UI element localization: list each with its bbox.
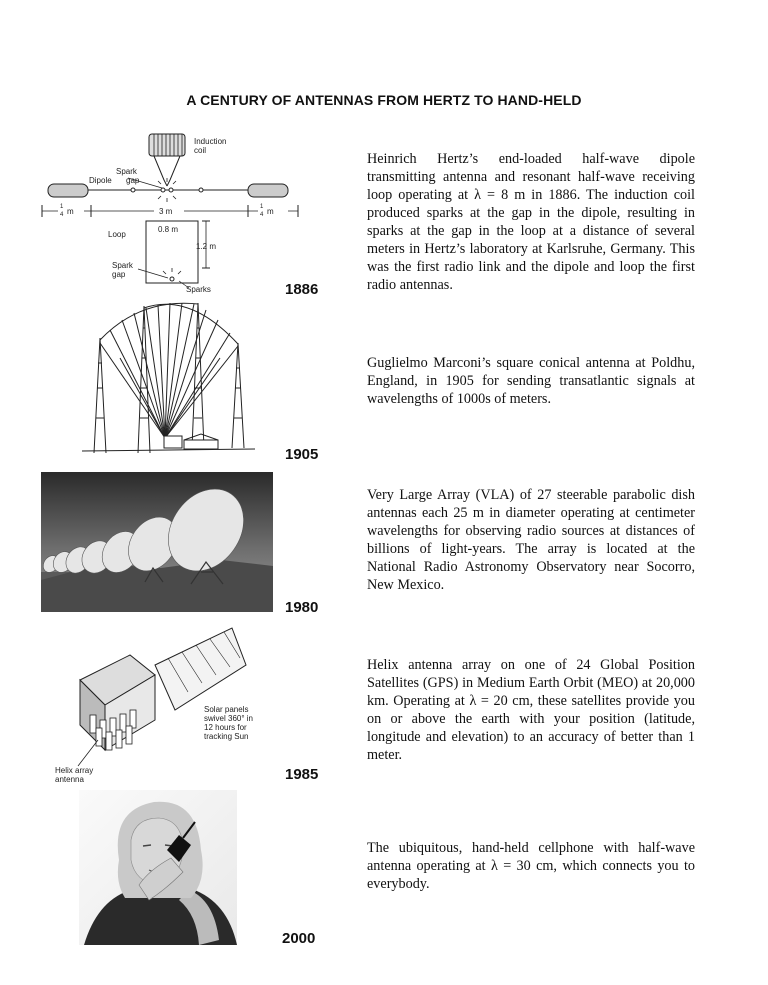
label-frac-num-right: 1 xyxy=(260,204,264,210)
label-loop: Loop xyxy=(108,230,126,239)
label-loop-gap: gap xyxy=(112,270,126,279)
hertz-diagram xyxy=(36,128,306,298)
label-helix-antenna: antenna xyxy=(55,775,84,784)
label-quarter-m-right: m xyxy=(267,207,274,216)
text-1985: Helix antenna array on one of 24 Global Position Satellites (GPS) in Medium Earth Orbit (MEO) at 20,000 km. Operating at λ = 20 cm, these satellites provide you on or above the earth with your position (latitude, longitude and elevation) to an accuracy of better than 1 meter. xyxy=(367,657,695,763)
label-solar-panels: Solar panels swivel 360° in 12 hours for tracking Sun xyxy=(204,705,253,741)
label-dipole: Dipole xyxy=(89,176,112,185)
label-spark: Spark xyxy=(116,167,137,176)
year-1980: 1980 xyxy=(285,599,319,616)
label-coil: coil xyxy=(194,146,207,155)
year-1985: 1985 xyxy=(285,766,319,783)
text-1905: Guglielmo Marconi’s square conical antenna at Poldhu, England, in 1905 for sending transatlantic signals at wavelengths of 1000s of meters. xyxy=(367,355,695,407)
year-2000: 2000 xyxy=(282,930,316,947)
label-loop-spark: Spark xyxy=(112,261,133,270)
text-1980: Very Large Array (VLA) of 27 steerable parabolic dish antennas each 25 m in diameter operating at centimeter wavelengths for observing radio sources at distances of billions of light-years. The array is located at the National Radio Astronomy Observatory near Socorro, New Mexico. xyxy=(367,487,695,593)
label-helix-array: Helix array xyxy=(55,766,94,775)
gps-satellite-illustration xyxy=(60,620,250,770)
label-gap: gap xyxy=(126,176,140,185)
label-1-2m: 1.2 m xyxy=(196,242,217,251)
label-frac-den-right: 4 xyxy=(260,212,264,218)
label-0-8m: 0.8 m xyxy=(158,225,179,234)
year-1886: 1886 xyxy=(285,281,319,298)
cellphone-user-photo xyxy=(79,790,237,945)
text-1886: Heinrich Hertz’s end-loaded half-wave dipole transmitting antenna and resonant half-wave receiving loop operating at λ = 8 m in 1886. The induction coil produced sparks at the gap in the dipole, resulting in sparks at the gap in the loop at a distance of several meters in Hertz’s laboratory at Karlsruhe, Germany. This was the first radio link and the dipole and loop the first radio antennas. xyxy=(367,151,695,293)
year-1905: 1905 xyxy=(285,446,319,463)
marconi-antenna-illustration xyxy=(80,298,260,458)
label-quarter-m-left: m xyxy=(67,207,74,216)
dipole-drawing xyxy=(48,178,288,202)
label-frac-den-left: 4 xyxy=(60,212,64,218)
vla-photo xyxy=(41,472,273,612)
label-frac-num-left: 1 xyxy=(60,204,64,210)
label-3m: 3 m xyxy=(159,207,173,216)
label-sparks: Sparks xyxy=(186,285,211,294)
page-title: A CENTURY OF ANTENNAS FROM HERTZ TO HAND-HELD xyxy=(186,92,582,108)
text-2000: The ubiquitous, hand-held cellphone with half-wave antenna operating at λ = 30 cm, which connects you to everybody. xyxy=(367,840,695,892)
label-induction: Induction xyxy=(194,137,227,146)
